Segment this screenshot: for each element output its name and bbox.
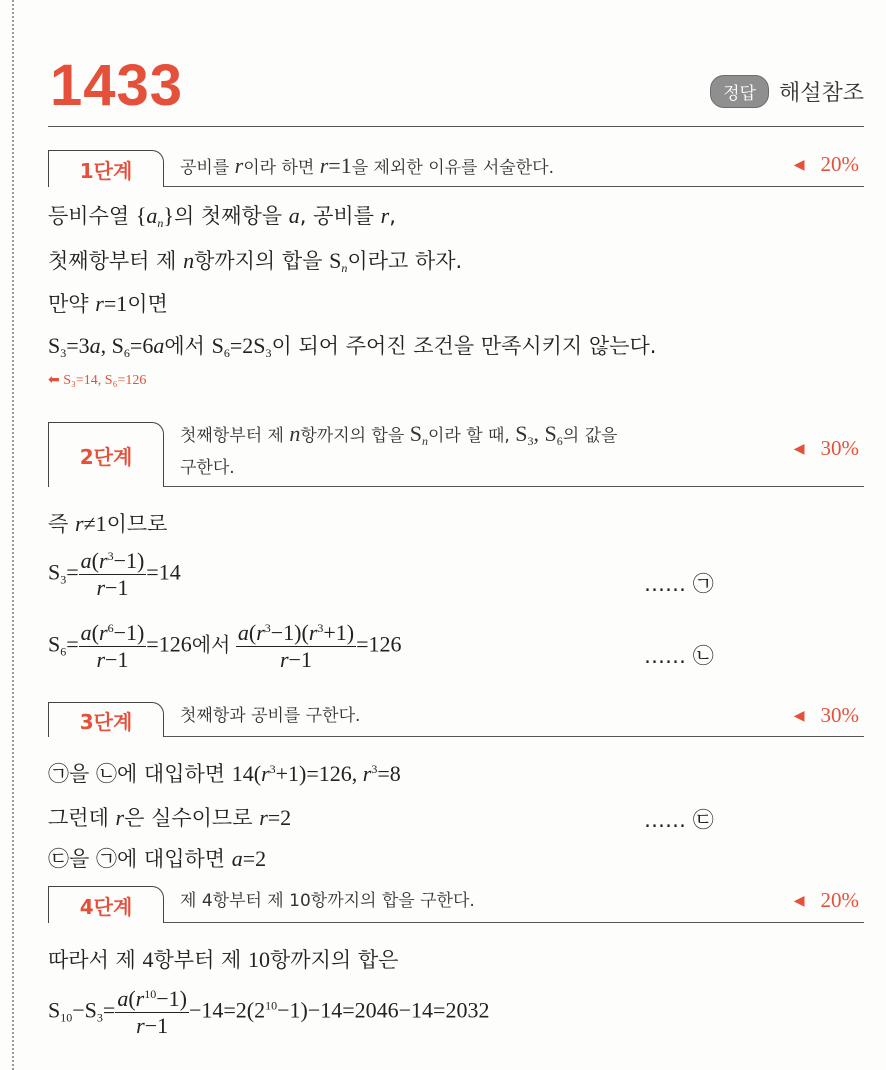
step-4-description: 제 4항부터 제 10항까지의 합을 구한다.: [180, 891, 475, 911]
step-1-label: 1단계: [48, 150, 164, 187]
step-2-label: 2단계: [48, 422, 164, 487]
step-3-percent: ◀ 30%: [793, 703, 859, 727]
step-3-label: 3단계: [48, 702, 164, 737]
step-2-description: 첫째항부터 제 n항까지의 합을 $S_n$이라 할 때, $S_3$, $S_6$의 값을 구한다.: [180, 421, 618, 478]
answer-text: 해설참조: [778, 81, 864, 106]
triangle-icon: ◀: [793, 894, 805, 909]
step-2-header: [48, 416, 864, 487]
step-4-label: 4단계: [48, 886, 164, 923]
text-line: 따라서 제 4항부터 제 10항까지의 합은: [48, 947, 399, 972]
equation-s3: $S_3=$ $\frac{a(r^3-1)}{r-1}$ =14: [48, 548, 181, 600]
answer-area: [710, 75, 864, 108]
text-line: 즉 r≠1이므로: [48, 511, 168, 536]
equation-marker-3: …… ㉢: [644, 808, 714, 832]
triangle-icon: ◀: [793, 158, 805, 173]
problem-number: 1433: [50, 53, 184, 118]
step-1-percent: ◀ 20%: [793, 152, 859, 176]
step-2-percent: ◀ 30%: [793, 436, 859, 460]
text-line: 그런데 r은 실수이므로 r=2: [48, 805, 292, 830]
step-1-header: [48, 146, 864, 187]
text-line: 첫째항부터 제 n항까지의 합을 $S_n$이라고 하자.: [48, 248, 463, 275]
step-3-header: [48, 698, 864, 737]
answer-badge: 정답: [710, 75, 769, 108]
step-3-description: 첫째항과 공비를 구한다.: [180, 706, 361, 726]
step-4-percent: ◀ 20%: [793, 888, 859, 912]
hint-note: ⬅ S₃=14, S₆=126: [48, 373, 147, 388]
step-1-description: 공비를 r이라 하면 r=1을 제외한 이유를 서술한다.: [180, 153, 554, 178]
equation-s6: $S_6=$ $\frac{a(r^6-1)}{r-1}$ =126에서 $\frac{a(r^3-1)(r^3+1)}{r-1}$ =126: [48, 620, 402, 672]
text-line: $S_3=3a$, $S_6=6a$에서 $S_6=2S_3$이 되어 주어진 조건을 만족시키지 않는다.: [48, 333, 657, 360]
equation-marker-2: …… ㉡: [644, 644, 714, 668]
equation-final: $S_{10}-S_3=$ $\frac{a(r^{10}-1)}{r-1}$ $-14=2(2^{10}-1)-14=2046-14=2032$: [48, 986, 490, 1038]
triangle-icon: ◀: [793, 709, 805, 724]
equation-marker-1: …… ㉠: [644, 572, 714, 596]
text-line: 만약 r=1이면: [48, 291, 168, 316]
triangle-icon: ◀: [793, 442, 805, 457]
text-line: ㉢을 ㉠에 대입하면 a=2: [48, 846, 267, 871]
text-line: ㉠을 ㉡에 대입하면 $14(r^3+1)=126$, $r^3=8$: [48, 761, 401, 786]
margin-dotted-line: [12, 0, 14, 1070]
text-line: 등비수열 $\{a_n\}$의 첫째항을 a, 공비를 r,: [48, 203, 396, 230]
header-rule: [48, 126, 864, 127]
step-4-header: [48, 882, 864, 923]
